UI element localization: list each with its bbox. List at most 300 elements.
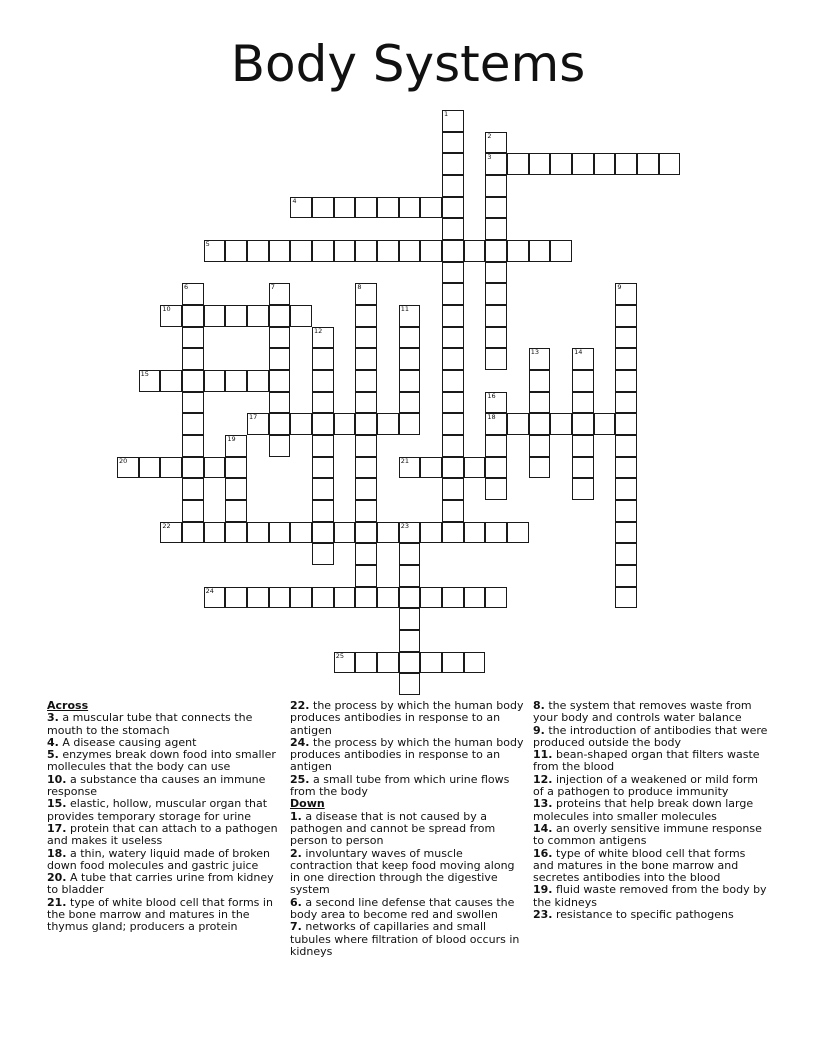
clue-item (533, 848, 769, 885)
clue-number-label: 3. (47, 711, 59, 725)
crossword-cell[interactable] (334, 522, 356, 544)
crossword-cell[interactable] (442, 305, 464, 327)
crossword-cell[interactable] (269, 435, 291, 457)
crossword-cell[interactable] (377, 522, 399, 544)
crossword-cell[interactable] (334, 413, 356, 435)
clue-number: 10 (162, 305, 171, 314)
crossword-cell[interactable] (355, 522, 377, 544)
crossword-cell[interactable] (225, 500, 247, 522)
crossword-cell[interactable] (615, 413, 637, 435)
crossword-cell[interactable] (247, 305, 269, 327)
crossword-cell[interactable] (355, 197, 377, 219)
clue-number-label: 11. (533, 748, 553, 762)
crossword-cell[interactable] (550, 153, 572, 175)
clue-number-label: 8. (533, 699, 545, 712)
clue-number-label: 13. (533, 797, 553, 811)
crossword-cell[interactable] (637, 153, 659, 175)
crossword-cell[interactable] (399, 630, 421, 652)
clue-number: 15 (140, 370, 149, 379)
crossword-cell[interactable] (485, 262, 507, 284)
crossword-cell[interactable] (485, 283, 507, 305)
clue-number: 25 (335, 651, 344, 660)
crossword-cell[interactable] (485, 457, 507, 479)
clue-text: the process by which the human body produces antibodies in response to an antigen (290, 699, 524, 737)
clue-item (533, 749, 769, 774)
crossword-cell[interactable] (312, 197, 334, 219)
crossword-cell[interactable] (355, 457, 377, 479)
crossword-cell[interactable] (399, 305, 421, 327)
crossword-cell[interactable] (355, 587, 377, 609)
crossword-cell[interactable] (572, 413, 594, 435)
crossword-cell[interactable] (312, 522, 334, 544)
clue-text: the system that removes waste from your body and controls water balance (533, 699, 752, 725)
crossword-cell[interactable] (615, 543, 637, 565)
crossword-cell[interactable] (117, 457, 139, 479)
clue-text: enzymes break down food into smaller mollecules that the body can use (47, 748, 276, 774)
clue-number-label: 10. (47, 772, 67, 786)
crossword-cell[interactable] (182, 457, 204, 479)
crossword-cell[interactable] (442, 240, 464, 262)
crossword-cell[interactable] (312, 457, 334, 479)
clue-number: 23 (400, 521, 409, 530)
crossword-cell[interactable] (442, 283, 464, 305)
crossword-cell[interactable] (615, 392, 637, 414)
crossword-cell[interactable] (355, 543, 377, 565)
clue-number-label: 16. (533, 846, 553, 860)
clue-number: 13 (530, 348, 539, 357)
crossword-cell[interactable] (334, 587, 356, 609)
clue-number-label: 4. (47, 735, 59, 749)
crossword-cell[interactable] (442, 132, 464, 154)
crossword-cell[interactable] (572, 153, 594, 175)
crossword-cell[interactable] (485, 240, 507, 262)
crossword-cell[interactable] (269, 522, 291, 544)
clue-item (533, 700, 769, 725)
crossword-cell[interactable] (312, 500, 334, 522)
crossword-cell[interactable] (464, 587, 486, 609)
clue-text: a thin, watery liquid made of broken down food molecules and gastric juice (47, 846, 271, 872)
crossword-cell[interactable] (312, 587, 334, 609)
crossword-cell[interactable] (269, 327, 291, 349)
crossword-cell[interactable] (247, 370, 269, 392)
clue-number-label: 23. (533, 908, 553, 922)
clue-item (47, 848, 283, 873)
crossword-cell[interactable] (529, 392, 551, 414)
clue-number-label: 15. (47, 797, 67, 811)
crossword-cell[interactable] (355, 240, 377, 262)
crossword-cell[interactable] (225, 305, 247, 327)
crossword-cell[interactable] (312, 327, 334, 349)
crossword-cell[interactable] (225, 370, 247, 392)
clue-item (533, 774, 769, 799)
crossword-cell[interactable] (507, 522, 529, 544)
crossword-cell[interactable] (377, 197, 399, 219)
clue-column-2 (290, 700, 526, 958)
crossword-cell[interactable] (572, 392, 594, 414)
clue-text: a small tube from which urine flows from the body (290, 772, 510, 799)
clue-text: the process by which the human body produces antibodies in response to an antigen (290, 735, 524, 774)
crossword-cell[interactable] (485, 587, 507, 609)
clue-number: 1 (444, 110, 449, 118)
crossword-cell[interactable] (615, 283, 637, 305)
crossword-cell[interactable] (399, 240, 421, 262)
crossword-cell[interactable] (485, 305, 507, 327)
crossword-cell[interactable] (377, 413, 399, 435)
clue-column-3 (533, 700, 769, 921)
clue-number-label: 17. (47, 821, 67, 835)
crossword-cell[interactable] (290, 305, 312, 327)
crossword-cell[interactable] (182, 327, 204, 349)
clue-text: a substance tha causes an immune response (47, 772, 266, 799)
clue-text: the introduction of antibodies that were produced outside the body (533, 723, 768, 749)
clue-number: 8 (357, 283, 362, 292)
crossword-cell[interactable] (355, 305, 377, 327)
crossword-cell[interactable] (442, 110, 464, 132)
crossword-cell[interactable] (399, 543, 421, 565)
crossword-cell[interactable] (182, 435, 204, 457)
clue-text: a disease that is not caused by a pathogen and cannot be spread from person to person (290, 809, 496, 848)
crossword-cell[interactable] (464, 522, 486, 544)
crossword-cell[interactable] (269, 305, 291, 327)
clue-text: involuntary waves of muscle contraction that keep food moving along in one direction through the digestive system (290, 846, 515, 897)
crossword-cell[interactable] (399, 587, 421, 609)
crossword-cell[interactable] (399, 348, 421, 370)
crossword-cell[interactable] (377, 240, 399, 262)
crossword-cell[interactable] (507, 153, 529, 175)
clue-number: 11 (400, 305, 409, 314)
crossword-cell[interactable] (442, 348, 464, 370)
clue-number: 6 (184, 283, 189, 292)
crossword-cell[interactable] (464, 457, 486, 479)
crossword-cell[interactable] (225, 587, 247, 609)
crossword-cell[interactable] (247, 240, 269, 262)
clue-number-label: 21. (47, 895, 67, 909)
crossword-cell[interactable] (399, 565, 421, 587)
clue-number: 9 (617, 283, 622, 292)
crossword-cell[interactable] (442, 500, 464, 522)
crossword-cell[interactable] (615, 370, 637, 392)
crossword-cell[interactable] (615, 305, 637, 327)
crossword-cell[interactable] (312, 413, 334, 435)
clue-text: protein that can attach to a pathogen and makes it useless (47, 821, 278, 848)
crossword-cell[interactable] (225, 457, 247, 479)
crossword-cell[interactable] (312, 240, 334, 262)
crossword-cell[interactable] (204, 370, 226, 392)
crossword-cell[interactable] (355, 392, 377, 414)
crossword-cell[interactable] (572, 370, 594, 392)
crossword-cell[interactable] (615, 457, 637, 479)
crossword-cell[interactable] (355, 413, 377, 435)
crossword-cell[interactable] (182, 370, 204, 392)
crossword-cell[interactable] (399, 652, 421, 674)
clue-item (47, 897, 283, 934)
crossword-cell[interactable] (442, 175, 464, 197)
clue-number: 16 (487, 391, 496, 400)
crossword-cell[interactable] (182, 522, 204, 544)
clue-number: 24 (205, 586, 214, 595)
crossword-cell[interactable] (485, 348, 507, 370)
crossword-cell[interactable] (355, 348, 377, 370)
crossword-cell[interactable] (225, 435, 247, 457)
crossword-cell[interactable] (290, 413, 312, 435)
crossword-cell[interactable] (420, 522, 442, 544)
crossword-cell[interactable] (550, 413, 572, 435)
clue-number: 7 (270, 283, 275, 292)
crossword-cell[interactable] (204, 522, 226, 544)
clue-number-label: 12. (533, 772, 553, 786)
crossword-cell[interactable] (529, 153, 551, 175)
clue-item (290, 774, 526, 799)
clue-item (47, 712, 283, 737)
crossword-cell[interactable] (182, 413, 204, 435)
crossword-cell[interactable] (182, 478, 204, 500)
crossword-cell[interactable] (399, 327, 421, 349)
crossword-cell[interactable] (442, 587, 464, 609)
crossword-cell[interactable] (572, 348, 594, 370)
clue-number-label: 5. (47, 748, 59, 762)
crossword-cell[interactable] (420, 457, 442, 479)
crossword-cell[interactable] (572, 435, 594, 457)
crossword-cell[interactable] (529, 457, 551, 479)
crossword-cell[interactable] (442, 218, 464, 240)
clue-number-label: 19. (533, 883, 553, 897)
crossword-cell[interactable] (355, 500, 377, 522)
crossword-cell[interactable] (377, 652, 399, 674)
clue-text: A tube that carries urine from kidney to bladder (47, 871, 274, 897)
crossword-cell[interactable] (247, 587, 269, 609)
crossword-cell[interactable] (334, 652, 356, 674)
crossword-cell[interactable] (334, 240, 356, 262)
crossword-cell[interactable] (442, 413, 464, 435)
crossword-cell[interactable] (485, 327, 507, 349)
crossword-cell[interactable] (269, 413, 291, 435)
crossword-cell[interactable] (529, 240, 551, 262)
crossword-cell[interactable] (290, 522, 312, 544)
crossword-cell[interactable] (225, 478, 247, 500)
clue-text: fluid waste removed from the body by the kidneys (533, 883, 767, 909)
crossword-cell[interactable] (507, 413, 529, 435)
clue-item (47, 872, 283, 897)
clue-item (290, 921, 526, 958)
crossword-cell[interactable] (572, 478, 594, 500)
page-title: Body Systems (230, 35, 586, 93)
crossword-cell[interactable] (485, 197, 507, 219)
clue-number: 4 (292, 196, 297, 205)
crossword-cell[interactable] (594, 153, 616, 175)
crossword-cell[interactable] (464, 652, 486, 674)
crossword-cell[interactable] (182, 392, 204, 414)
crossword-cell[interactable] (485, 413, 507, 435)
crossword-cell[interactable] (550, 240, 572, 262)
crossword-cell[interactable] (615, 587, 637, 609)
crossword-cell[interactable] (377, 587, 399, 609)
crossword-cell[interactable] (442, 153, 464, 175)
crossword-cell[interactable] (290, 587, 312, 609)
crossword-cell[interactable] (659, 153, 681, 175)
crossword-cell[interactable] (290, 197, 312, 219)
crossword-cell[interactable] (485, 435, 507, 457)
crossword-cell[interactable] (442, 457, 464, 479)
crossword-cell[interactable] (160, 370, 182, 392)
crossword-cell[interactable] (442, 327, 464, 349)
crossword-cell[interactable] (312, 435, 334, 457)
crossword-cell[interactable] (529, 413, 551, 435)
clue-number-label: 25. (290, 772, 310, 786)
crossword-cell[interactable] (290, 240, 312, 262)
crossword-cell[interactable] (399, 413, 421, 435)
crossword-cell[interactable] (615, 500, 637, 522)
clue-number: 21 (400, 456, 409, 465)
crossword-cell[interactable] (182, 305, 204, 327)
crossword-cell[interactable] (399, 392, 421, 414)
crossword-cell[interactable] (355, 565, 377, 587)
crossword-cell[interactable] (442, 262, 464, 284)
crossword-cell[interactable] (442, 392, 464, 414)
crossword-cell[interactable] (312, 543, 334, 565)
crossword-cell[interactable] (160, 522, 182, 544)
clue-number-label: 2. (290, 846, 302, 860)
crossword-cell[interactable] (355, 435, 377, 457)
clue-text: injection of a weakened or mild form of a pathogen to produce immunity (533, 772, 758, 799)
crossword-cell[interactable] (204, 305, 226, 327)
crossword-cell[interactable] (399, 522, 421, 544)
clue-item (47, 823, 283, 848)
clue-item (290, 811, 526, 848)
crossword-cell[interactable] (204, 457, 226, 479)
clue-item (290, 737, 526, 774)
crossword-cell[interactable] (269, 240, 291, 262)
crossword-cell[interactable] (485, 175, 507, 197)
clue-item (290, 700, 526, 737)
crossword-cell[interactable] (420, 240, 442, 262)
crossword-cell[interactable] (399, 457, 421, 479)
crossword-cell[interactable] (399, 370, 421, 392)
clue-number-label: 22. (290, 699, 310, 712)
crossword-cell[interactable] (420, 587, 442, 609)
crossword-cell[interactable] (204, 240, 226, 262)
crossword-cell[interactable] (615, 565, 637, 587)
crossword-cell[interactable] (269, 283, 291, 305)
crossword-cell[interactable] (442, 522, 464, 544)
crossword-cell[interactable] (442, 435, 464, 457)
clue-item (533, 884, 769, 909)
crossword-cell[interactable] (442, 478, 464, 500)
crossword-cell[interactable] (615, 435, 637, 457)
crossword-cell[interactable] (269, 348, 291, 370)
crossword-cell[interactable] (485, 132, 507, 154)
crossword-cell[interactable] (615, 153, 637, 175)
clue-number: 20 (119, 456, 128, 465)
crossword-cell[interactable] (312, 370, 334, 392)
crossword-cell[interactable] (334, 197, 356, 219)
clue-item (47, 774, 283, 799)
crossword-cell[interactable] (225, 240, 247, 262)
clue-item (290, 848, 526, 897)
clue-number-label: 9. (533, 723, 545, 737)
crossword-cell[interactable] (204, 587, 226, 609)
crossword-cell[interactable] (485, 478, 507, 500)
crossword-cell[interactable] (529, 348, 551, 370)
crossword-cell[interactable] (160, 457, 182, 479)
crossword-cell[interactable] (615, 478, 637, 500)
crossword-cell[interactable] (247, 413, 269, 435)
crossword-cell[interactable] (420, 197, 442, 219)
crossword-cell[interactable] (355, 370, 377, 392)
crossword-cell[interactable] (529, 435, 551, 457)
crossword-cell[interactable] (160, 305, 182, 327)
clue-number: 2 (487, 131, 492, 140)
clue-text: A disease causing agent (62, 735, 197, 749)
crossword-cell[interactable] (464, 240, 486, 262)
crossword-cell[interactable] (572, 457, 594, 479)
crossword-cell[interactable] (615, 327, 637, 349)
clue-number-label: 7. (290, 920, 302, 934)
crossword-cell[interactable] (182, 348, 204, 370)
clue-text: proteins that help break down large molecules into smaller molecules (533, 797, 754, 823)
clue-item (533, 798, 769, 823)
crossword-cell[interactable] (355, 478, 377, 500)
crossword-cell[interactable] (312, 478, 334, 500)
crossword-cell[interactable] (529, 370, 551, 392)
clue-number: 19 (227, 435, 236, 444)
clue-column-1 (47, 700, 283, 934)
crossword-cell[interactable] (399, 673, 421, 695)
crossword-cell[interactable] (615, 348, 637, 370)
crossword-cell[interactable] (485, 218, 507, 240)
clue-number: 22 (162, 521, 171, 530)
crossword-cell[interactable] (182, 500, 204, 522)
crossword-cell[interactable] (485, 522, 507, 544)
crossword-cell[interactable] (399, 197, 421, 219)
crossword-cell[interactable] (420, 652, 442, 674)
clue-number-label: 6. (290, 895, 302, 909)
crossword-cell[interactable] (355, 283, 377, 305)
crossword-cell[interactable] (355, 652, 377, 674)
crossword-cell[interactable] (312, 392, 334, 414)
clue-text: bean-shaped organ that filters waste from the blood (533, 748, 760, 774)
crossword-cell[interactable] (247, 522, 269, 544)
crossword-cell[interactable] (485, 153, 507, 175)
clue-number: 17 (249, 413, 258, 422)
crossword-cell[interactable] (225, 522, 247, 544)
clue-item (47, 798, 283, 823)
crossword-cell[interactable] (399, 608, 421, 630)
clue-item (533, 823, 769, 848)
clue-number: 12 (314, 326, 323, 335)
crossword-cell[interactable] (594, 413, 616, 435)
crossword-cell[interactable] (355, 327, 377, 349)
down-heading: Down (290, 797, 325, 811)
clue-item (533, 725, 769, 750)
crossword-cell[interactable] (139, 370, 161, 392)
clue-item (533, 909, 769, 921)
crossword-cell[interactable] (442, 197, 464, 219)
crossword-cell[interactable] (139, 457, 161, 479)
crossword-cell[interactable] (182, 283, 204, 305)
crossword-cell[interactable] (615, 522, 637, 544)
crossword-cell[interactable] (312, 348, 334, 370)
crossword-cell[interactable] (442, 370, 464, 392)
crossword-cell[interactable] (269, 587, 291, 609)
clue-number: 3 (487, 153, 492, 162)
crossword-cell[interactable] (269, 370, 291, 392)
crossword-cell[interactable] (442, 652, 464, 674)
clue-number-label: 14. (533, 821, 553, 835)
crossword-cell[interactable] (507, 240, 529, 262)
crossword-cell[interactable] (485, 392, 507, 414)
clue-number-label: 1. (290, 809, 302, 823)
crossword-cell[interactable] (269, 392, 291, 414)
